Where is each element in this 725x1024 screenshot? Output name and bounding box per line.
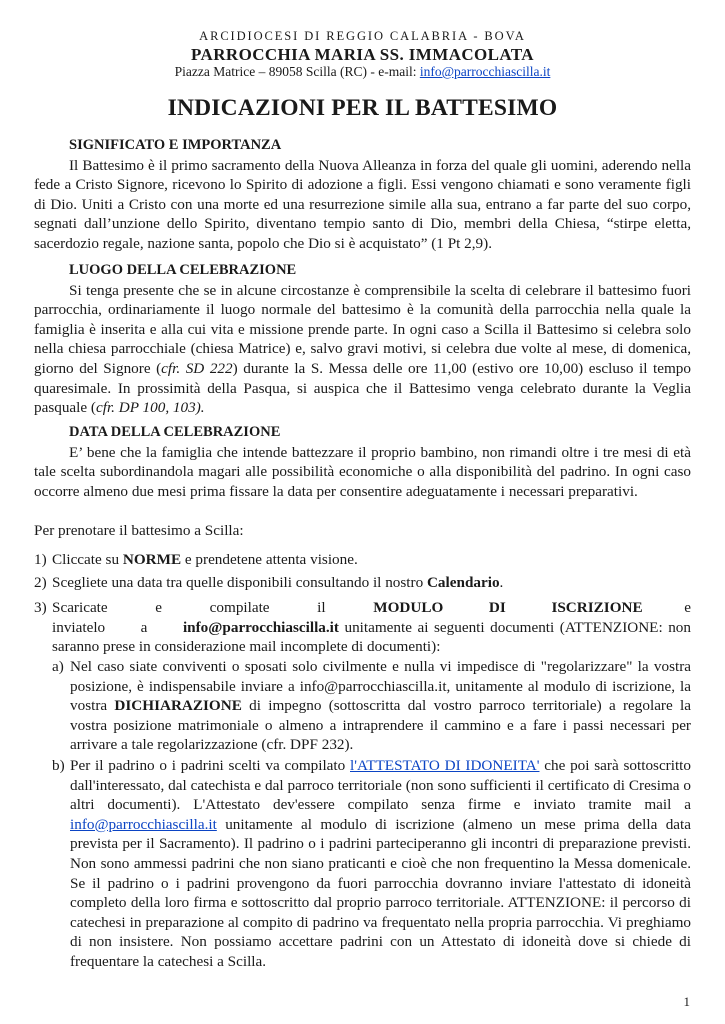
attestato-idoneita-link[interactable]: l'ATTESTATO DI IDONEITA': [350, 757, 540, 774]
step-3-text-end: unitamente ai seguenti documenti (ATTENZIONE: non saranno prese in considerazione mail incomplete di documenti):: [52, 618, 691, 656]
substep-b: [70, 756, 691, 972]
paragraph-luogo: [34, 281, 691, 418]
substep-b-text-end: unitamente al modulo di iscrizione (almeno un mese prima della data prevista per il Sacramento). Il padrino o i padrini parteciperanno gli incontri di preparazione previsti. Non sono ammessi padrini che non siano praticanti e cioè che non frequentino la Messa domenicale. Se il padrino o i padrini provengono da fuori parrocchia dovranno inviare l'attestato di idoneità completo della loro firma e sottoscritto dal proprio parroco territoriale. ATTENZIONE: il percorso di catechesi in preparazione al compito di padrino va frequentato nella propria parrocchia. Vi preghiamo di non insistere. Non possiamo accettare padrini con un Attestato di idoneità dove si chiede di frequentare la catechesi a Scilla.: [70, 815, 691, 970]
modulo-iscrizione-link[interactable]: MODULO DI ISCRIZIONE: [373, 599, 643, 616]
booking-intro: Per prenotare il battesimo a Scilla:: [34, 522, 244, 539]
luogo-ref-2: cfr. DP 100, 103).: [96, 399, 205, 417]
step-1-number: 1): [34, 551, 47, 568]
step-3-number: 3): [34, 599, 47, 616]
parish-name: PARROCCHIA MARIA SS. IMMACOLATA: [191, 45, 534, 64]
address-text: Piazza Matrice – 89058 Scilla (RC) - e-mail:: [174, 64, 420, 79]
paragraph-data: E’ bene che la famiglia che intende battezzare il proprio bambino, non rimandi oltre i tre mesi di età tale scelta subordinandola magari alle possibilità economiche o alla disponibilità del padrino. In ogni caso occorre almeno due mesi prima fissare la data per consentire adeguatamente i necessari preparativi.: [34, 443, 691, 500]
step-2-number: 2): [34, 574, 47, 591]
step-3-text: Scaricate e compilate il: [52, 599, 374, 616]
diocese-line: ARCIDIOCESI DI REGGIO CALABRIA - BOVA: [199, 29, 526, 43]
substep-b-email-link[interactable]: info@parrocchiascilla.it: [70, 815, 217, 833]
step-1-text: Cliccate su: [52, 551, 123, 568]
norme-link[interactable]: NORME: [122, 551, 182, 568]
paragraph-significato: Il Battesimo è il primo sacramento della Nuova Alleanza in forza del quale gli uomini, aderendo nella fede a Cristo Signore, ricevono lo Spirito di adozione a figli. Essi vengono chiamati e sono veramente figli di Dio. Uniti a Cristo con una morte ed una resurrezione simile alla sua, entrano a far parte del suo corpo, segnati dall’unzione dello Spirito, diventano tempio santo di Dio, membri della Chiesa, “stirpe eletta, sacerdozio regale, nazione santa, popolo che Dio si è acquistato” (1 Pt 2,9).: [34, 156, 691, 252]
parish-address: [0, 64, 725, 80]
section-data: [34, 423, 691, 501]
luogo-ref-1: cfr. SD 222: [161, 359, 233, 377]
page-title: INDICAZIONI PER IL BATTESIMO: [167, 95, 558, 121]
step-2-text: Scegliete una data tra quelle disponibili consultando il nostro: [52, 574, 427, 591]
step-3-text-mid: e inviatelo a: [52, 599, 691, 636]
dichiarazione-label: DICHIARAZIONE: [114, 697, 242, 715]
step-3: [52, 598, 691, 657]
step-3-email: info@parrocchiascilla.it: [182, 618, 339, 636]
calendario-link[interactable]: Calendario: [426, 574, 500, 591]
step-2: [52, 573, 691, 593]
section-luogo: [34, 261, 691, 418]
substep-b-text: Per il padrino o i padrini scelti va compilato: [70, 757, 350, 774]
heading-luogo: LUOGO DELLA CELEBRAZIONE: [69, 262, 297, 278]
luogo-text-b: ) durante la S. Messa delle ore 11,00 (estivo ore 10,00) escluso il tempo quaresimale. In prossimità della Pasqua, si auspica che il Battesimo venga celebrato durante la Veglia pasquale (: [34, 359, 691, 417]
step-1-text-end: e prendetene attenta visione.: [181, 551, 358, 568]
step-1: [52, 550, 691, 570]
substep-a: [70, 657, 691, 755]
luogo-text-a: Si tenga presente che se in alcune circostanze è comprensibile la scelta di celebrare il battesimo fuori parrocchia, ordinariamente il luogo normale del battesimo è la comunità della parrocchia nella quale la famiglia è inserita e alla cui vita e missione prende parte. In ogni caso a Scilla il Battesimo si celebra solo nella chiesa parrocchiale (chiesa Matrice) e, salvo gravi motivi, si celebra due volte al mese, di domenica, giorno del Signore (: [34, 281, 691, 377]
substep-a-text-end: di impegno (sottoscritta dal vostro parroco territoriale) a regolare la vostra posizione matrimoniale o almeno a intraprendere il cammino e a fare i passi necessari per arrivare a tale regolarizzazione (cfr. DPF 232).: [70, 697, 691, 754]
heading-significato: SIGNIFICATO E IMPORTANZA: [69, 137, 282, 153]
heading-data: DATA DELLA CELEBRAZIONE: [69, 424, 281, 440]
substep-b-number: b): [52, 757, 65, 774]
header-email-link[interactable]: info@parrocchiascilla.it: [419, 64, 551, 79]
substep-a-text: Nel caso siate conviventi o sposati solo civilmente e nulla vi impedisce di "regolarizzare" la vostra posizione, è indispensabile inviare a info@parrocchiascilla.it, unitamente al modulo di iscrizione, la vostra: [70, 658, 691, 715]
section-significato: [34, 136, 691, 254]
page-number: 1: [683, 994, 690, 1009]
substep-b-text-mid: che poi sarà sottoscritto dall'interessato, dal catechista e dal parroco territoriale (non sono sufficienti il certificato di Cresima o altri documenti). L'Attestato dev'essere compilato senza firme e inviato tramite mail a: [70, 757, 691, 814]
step-2-text-end: .: [499, 574, 504, 591]
substep-a-number: a): [52, 658, 64, 675]
